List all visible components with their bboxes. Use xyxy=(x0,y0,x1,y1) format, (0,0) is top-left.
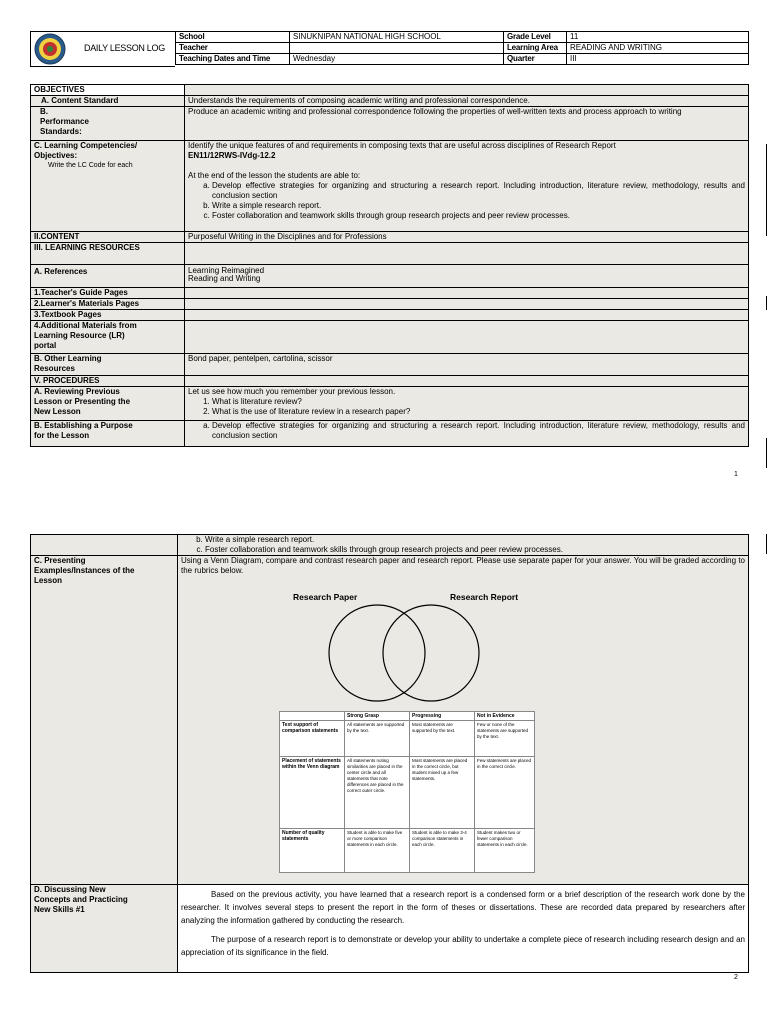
presenting-label: C. Presenting Examples/Instances of the Lesson xyxy=(31,556,178,885)
procedures-heading: V. PROCEDURES xyxy=(31,376,185,387)
quarter-label: Quarter xyxy=(504,54,567,65)
purpose-value xyxy=(185,421,749,447)
rubric-cell: All statements are supported by the text. xyxy=(345,721,410,757)
purpose-a: a. Develop effective strategies for organizing and structuring a research report. Including introduction, literature review, methodology, results and conclusion section xyxy=(212,421,745,441)
venn-circle-right xyxy=(383,605,479,701)
page-number-1: 1 xyxy=(734,471,738,478)
quarter-value: III xyxy=(567,54,749,65)
discussion-paragraph-2: The purpose of a research report is to demonstrate or develop your ability to undertake a complete piece of research including research design and an appreciation of its significance in the field. xyxy=(181,935,745,957)
content-label: II.CONTENT xyxy=(31,232,185,243)
school-value: SINUKNIPAN NATIONAL HIGH SCHOOL xyxy=(290,32,504,43)
performance-standard-value: Produce an academic writing and professional correspondence following the properties of well-written texts and process approach to writing xyxy=(185,107,749,141)
references-label: A. References xyxy=(31,265,185,288)
rubric-header-3: Not in Evidence xyxy=(475,712,535,721)
header-border xyxy=(30,31,175,67)
venn-circle-left xyxy=(329,605,425,701)
rubric-table xyxy=(279,711,535,873)
continued-objective-c: c. Foster collaboration and teamwork skills through group research projects and peer review processes. xyxy=(205,545,745,555)
rubric-cell: Few or none of the statements are supported by the text. xyxy=(475,721,535,757)
additional-materials-label: 4.Additional Materials from Learning Resource (LR) portal xyxy=(31,321,185,354)
objective-a: a. Develop effective strategies for organizing and structuring a research report. Including introduction, literature review, methodology, results and conclusion section xyxy=(212,181,745,201)
rubric-criterion: Text support of comparison statements xyxy=(280,721,345,757)
references-value: Learning Reimagined Reading and Writing xyxy=(185,265,749,288)
competency-label: C. Learning Competencies/ Objectives: Write the LC Code for each xyxy=(31,141,185,232)
purpose-label: B. Establishing a Purpose for the Lesson xyxy=(31,421,185,447)
textbook-label: 3.Textbook Pages xyxy=(31,310,185,321)
review-question-1: 1. What is literature review? xyxy=(212,397,745,407)
rubric-header-0 xyxy=(280,712,345,721)
review-label: A. Reviewing Previous Lesson or Presenting the New Lesson xyxy=(31,387,185,421)
rubric-cell: Few statements are placed in the correct circle. xyxy=(475,757,535,829)
content-standard-label: A. Content Standard xyxy=(31,96,185,107)
grade-label: Grade Level xyxy=(504,32,567,43)
grade-value: 11 xyxy=(567,32,749,43)
teacher-value xyxy=(290,43,504,54)
dates-label: Teaching Dates and Time xyxy=(176,54,290,65)
teacher-label: Teacher xyxy=(176,43,290,54)
school-label: School xyxy=(176,32,290,43)
rubric-cell: All statements noting similarities are placed in the center circle and all statements that note differences are placed in the correct outer circle. xyxy=(345,757,410,829)
header-table xyxy=(175,31,749,65)
content-standard-value: Understands the requirements of composing academic writing and professional correspondence. xyxy=(185,96,749,107)
objective-b: b. Write a simple research report. xyxy=(212,201,745,211)
competency-value: Identify the unique features of and requirements in composing texts that are useful across disciplines of Research Report EN11/12RWS-IVdg-12.2 At the end of the lesson the students are able to: a. Develop effective strategies for organizing and structuring a research report. Including introduction, literature review, methodology, results and conclusion section b. Write a simple research report. c. Foster collaboration and teamwork skills through group research projects and peer review processes. xyxy=(185,141,749,232)
objectives-heading: OBJECTIVES xyxy=(31,85,185,96)
rubric-cell: Student is able to make 3-4 comparison statements in each circle. xyxy=(410,829,475,873)
continued-objectives xyxy=(178,535,749,556)
review-value: Let us see how much you remember your previous lesson. 1. What is literature review? 2. What is the use of literature review in a research paper? xyxy=(185,387,749,421)
venn-diagram xyxy=(325,602,485,704)
lesson-table-page1 xyxy=(30,84,749,447)
objectives-list xyxy=(188,181,745,221)
review-questions xyxy=(188,397,745,417)
continued-objective-b: b. Write a simple research report. xyxy=(205,535,745,545)
objective-c: c. Foster collaboration and teamwork skills through group research projects and peer review processes. xyxy=(212,211,745,221)
review-question-2: 2. What is the use of literature review in a research paper? xyxy=(212,407,745,417)
discussion-paragraph-1: Based on the previous activity, you have learned that a research report is a condensed form or a brief description of the research work done by the researcher. It involves several steps to present the report in the form of theses or dissertations. These are recorded data prepared by researchers after analyzing the information gathered by conducting the research. xyxy=(181,890,745,925)
area-value: READING AND WRITING xyxy=(567,43,749,54)
page-number-2: 2 xyxy=(734,974,738,981)
discussing-value xyxy=(178,885,749,973)
performance-standard-label: B. Performance Standards: xyxy=(31,107,185,141)
rubric-cell: Student is able to make five or more comparison statements in each circle. xyxy=(345,829,410,873)
discussing-label: D. Discussing New Concepts and Practicing New Skills #1 xyxy=(31,885,178,973)
document-title: DAILY LESSON LOG xyxy=(84,43,165,53)
venn-label-left: Research Paper xyxy=(293,592,358,602)
rubric-header-1: Strong Grasp xyxy=(345,712,410,721)
rubric-cell: Most statements are placed in the correct circle, but student mixed up a few statements. xyxy=(410,757,475,829)
rubric-criterion: Placement of statements within the Venn diagram xyxy=(280,757,345,829)
learning-resources-heading: III. LEARNING RESOURCES xyxy=(31,243,185,265)
rubric-header-2: Progressing xyxy=(410,712,475,721)
content-value: Purposeful Writing in the Disciplines and for Professions xyxy=(185,232,749,243)
area-label: Learning Area xyxy=(504,43,567,54)
venn-label-right: Research Report xyxy=(450,592,519,602)
presenting-value: Using a Venn Diagram, compare and contrast research paper and research report. Please use separate paper for your answer. You will be graded according to the rubrics below. xyxy=(178,556,749,885)
learners-materials-label: 2.Learner's Materials Pages xyxy=(31,299,185,310)
other-resources-label: B. Other Learning Resources xyxy=(31,354,185,376)
rubric-cell: Most statements are supported by the text. xyxy=(410,721,475,757)
rubric-cell: Student makes two or fewer comparison statements in each circle. xyxy=(475,829,535,873)
teachers-guide-label: 1.Teacher's Guide Pages xyxy=(31,288,185,299)
other-resources-value: Bond paper, pentelpen, cartolina, scissor xyxy=(185,354,749,376)
rubric-criterion: Number of quality statements xyxy=(280,829,345,873)
dates-value: Wednesday xyxy=(290,54,504,65)
